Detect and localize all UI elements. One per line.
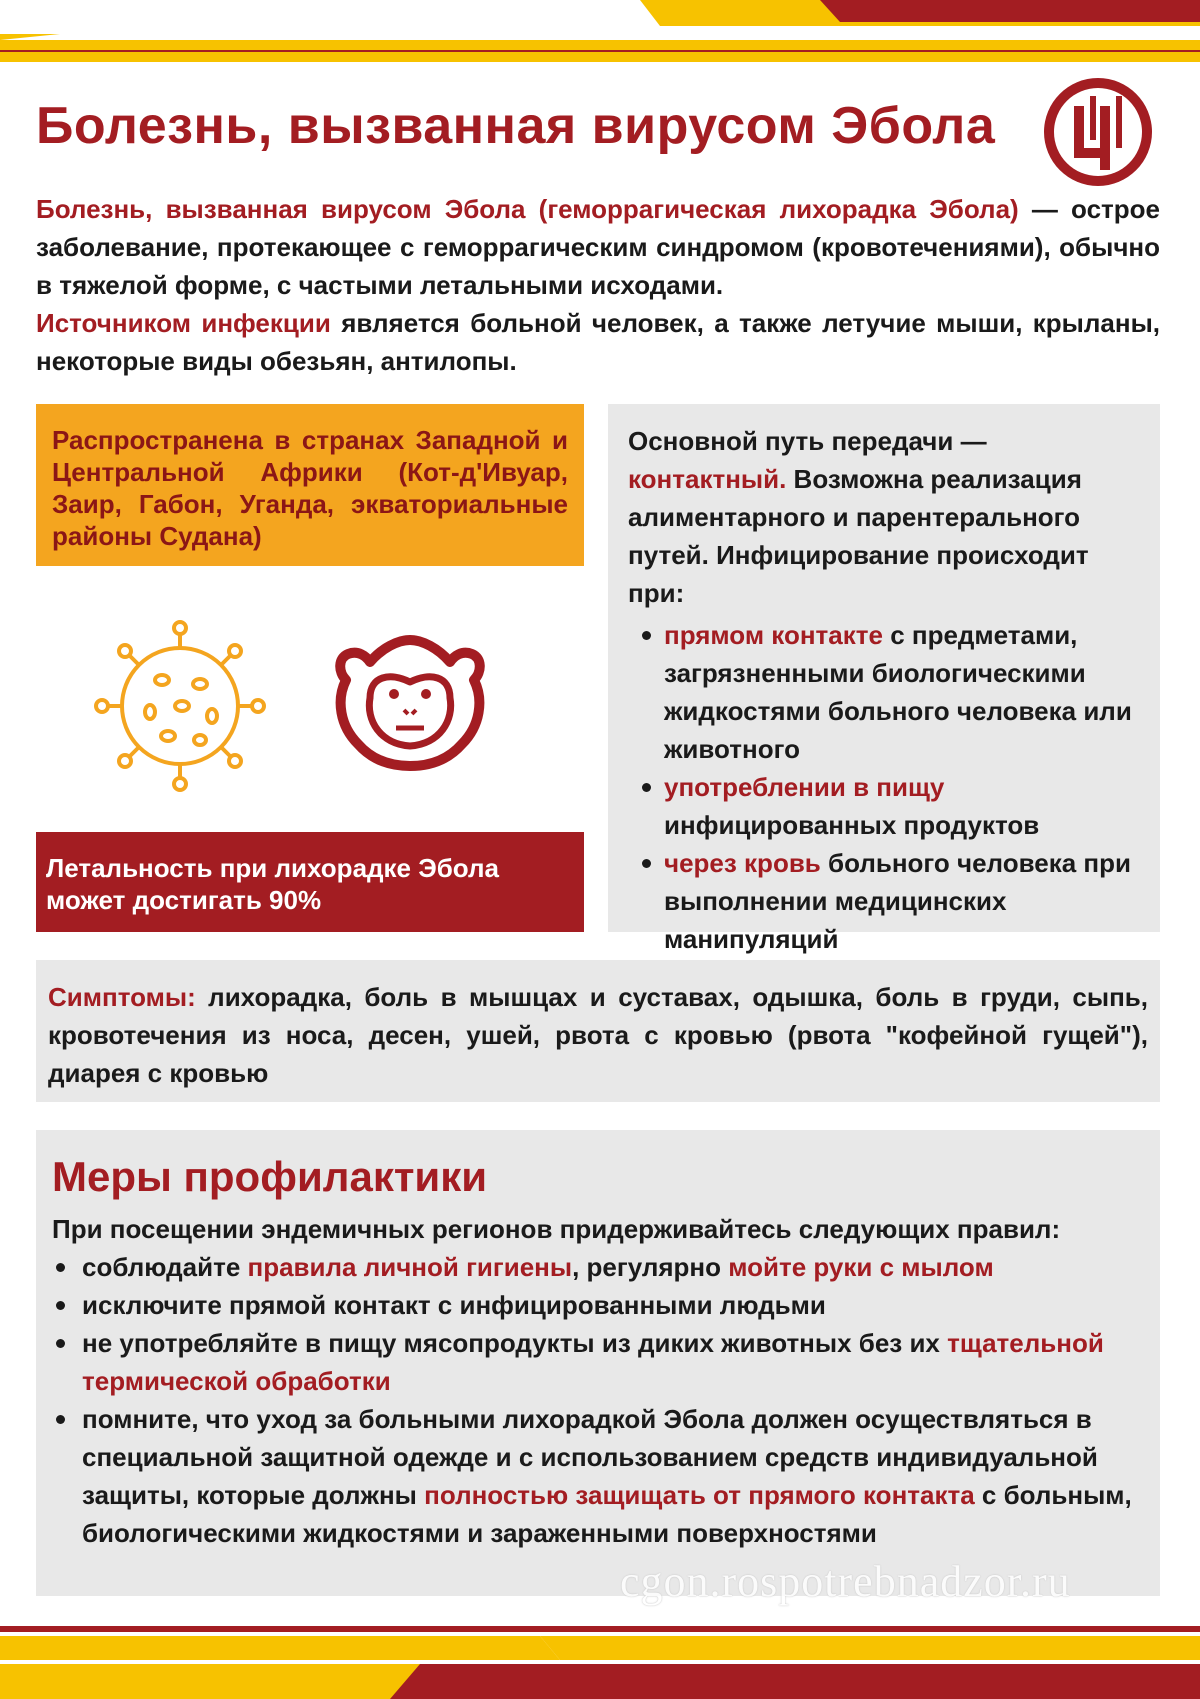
list-item-text: больного человека при выполнении медицинских манипуляций xyxy=(664,848,1131,954)
spread-box xyxy=(36,404,584,566)
list-item-text: не употребляйте в пищу мясопродукты из диких животных без их xyxy=(82,1328,948,1358)
list-item-highlight: прямом контакте xyxy=(664,620,883,650)
definition-rest: — острое заболевание, протекающее с геморрагическим синдромом (кровотечениями), обычно в тяжелой форме, с частыми летальными исходами. xyxy=(36,194,1160,300)
list-item-text: исключите прямой контакт с инфицированными людьми xyxy=(82,1290,826,1320)
symptoms-label: Симптомы: xyxy=(48,982,196,1012)
list-item xyxy=(52,1286,1144,1324)
prevention-intro: При посещении эндемичных регионов придерживайтесь следующих правил: xyxy=(52,1214,1061,1244)
list-item-highlight: правила личной гигиены xyxy=(247,1252,573,1282)
list-item-highlight: через кровь xyxy=(664,848,821,878)
list-item-highlight: полностью защищать от прямого контакта xyxy=(424,1480,975,1510)
symptoms-box xyxy=(36,960,1160,1102)
transmission-intro xyxy=(628,422,1140,612)
lethality-box xyxy=(36,832,584,932)
top-decoration xyxy=(0,0,1200,70)
transmission-intro-rest: Возможна реализация алиментарного и парентерального путей. Инфицирование происходит при: xyxy=(628,464,1089,608)
prevention-list xyxy=(52,1248,1144,1552)
list-item xyxy=(642,768,1140,844)
list-item-text: помните, что уход за больными лихорадкой Эбола должен осуществляться в специальной защитной одежде и с использованием средств индивидуальной защиты, которые должны xyxy=(82,1404,1098,1510)
prevention-title: Меры профилактики xyxy=(52,1153,488,1200)
list-item xyxy=(52,1248,1144,1286)
transmission-intro-highlight: контактный. xyxy=(628,464,787,494)
list-item-highlight: тщательной термической обработки xyxy=(82,1328,1104,1396)
page-title: Болезнь, вызванная вирусом Эбола xyxy=(36,97,996,155)
list-item-text: с предметами, загрязненными биологическими жидкостями больного человека или животного xyxy=(664,620,1132,764)
illustration-icons xyxy=(90,606,510,806)
list-item-text: , регулярно xyxy=(572,1252,729,1282)
definition-paragraph xyxy=(36,190,1160,304)
list-item xyxy=(642,616,1140,768)
list-item xyxy=(52,1324,1144,1400)
monkey-face-icon xyxy=(340,640,480,766)
intro-text xyxy=(36,190,1160,380)
virus-spikes xyxy=(96,622,264,790)
transmission-box xyxy=(608,404,1160,954)
transmission-intro-plain: Основной путь передачи — xyxy=(628,426,987,456)
source-rest: является больной человек, а также летучие мыши, крыланы, некоторые виды обезьян, антилопы. xyxy=(36,308,1160,376)
definition-highlight: Болезнь, вызванная вирусом Эбола (геморрагическая лихорадка Эбола) xyxy=(36,194,1019,224)
watermark-url: cgon.rospotrebnadzor.ru xyxy=(620,1557,1071,1606)
source-highlight: Источником инфекции xyxy=(36,308,331,338)
rospotrebnadzor-logo-icon xyxy=(1040,74,1156,190)
list-item-text: соблюдайте xyxy=(82,1252,248,1282)
lethality-text: Летальность при лихорадке Эбола может достигать 90% xyxy=(46,853,499,915)
list-item-text: инфицированных продуктов xyxy=(664,810,1040,840)
list-item-highlight: употреблении в пищу xyxy=(664,772,945,802)
transmission-list xyxy=(628,616,1140,958)
list-item-text: с больным, биологическими жидкостями и зараженными поверхностями xyxy=(82,1480,1132,1548)
list-item-highlight: мойте руки с мылом xyxy=(728,1252,994,1282)
source-paragraph xyxy=(36,304,1160,380)
list-item xyxy=(52,1400,1144,1552)
virus-icon xyxy=(96,622,264,790)
prevention-box xyxy=(36,1130,1160,1596)
list-item xyxy=(642,844,1140,958)
spread-text: Распространена в странах Западной и Центральной Африки (Кот-д'Ивуар, Заир, Габон, Уганда, экваториальные районы Судана) xyxy=(52,425,568,551)
symptoms-text: лихорадка, боль в мышцах и суставах, одышка, боль в груди, сыпь, кровотечения из носа, десен, ушей, рвота с кровью (рвота "кофейной гущей"), диарея с кровью xyxy=(48,982,1148,1088)
